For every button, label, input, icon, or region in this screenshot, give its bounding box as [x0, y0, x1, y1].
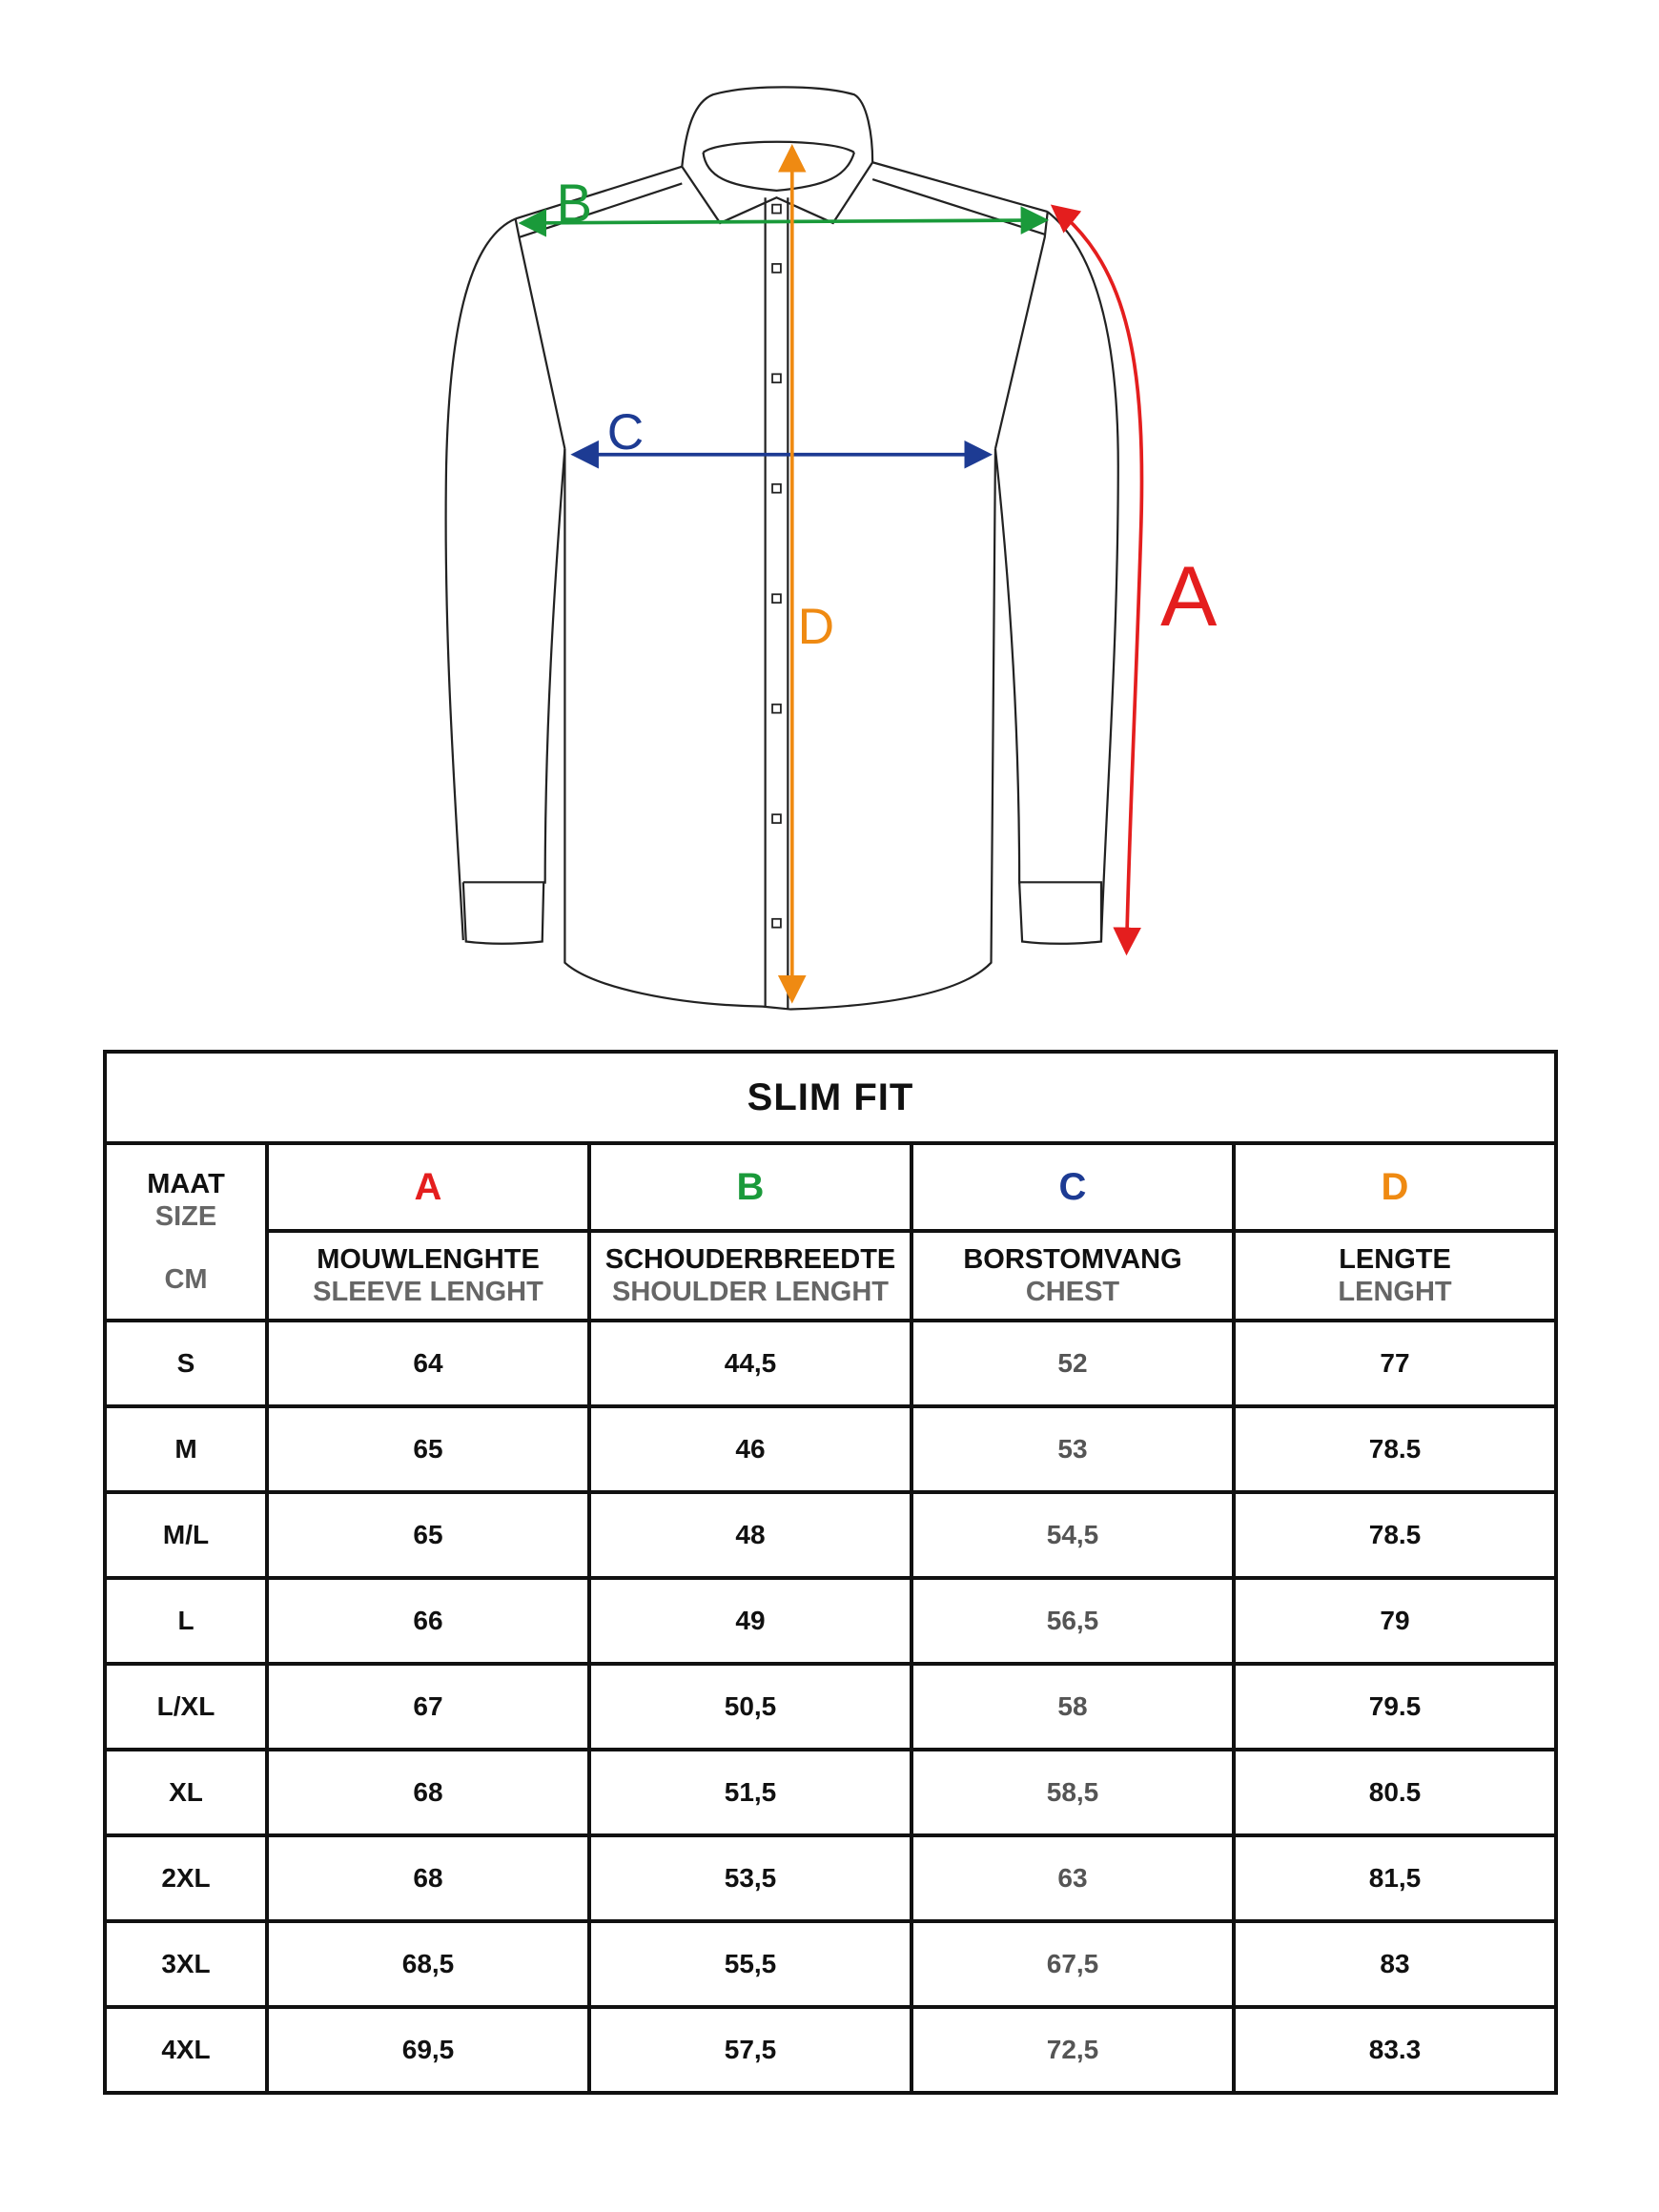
size-cell: 4XL — [105, 2007, 267, 2093]
value-cell-d: 80.5 — [1234, 1750, 1556, 1835]
value-cell-a: 64 — [267, 1321, 589, 1406]
buttons — [772, 205, 781, 928]
value-cell-b: 46 — [589, 1406, 911, 1492]
column-header-c — [911, 1231, 1234, 1321]
shoulder-arrow-b — [525, 220, 1042, 223]
value-cell-c: 58,5 — [911, 1750, 1234, 1835]
value-cell-a: 69,5 — [267, 2007, 589, 2093]
table-row — [105, 1578, 1556, 1664]
table-row — [105, 1664, 1556, 1750]
value-cell-c: 52 — [911, 1321, 1234, 1406]
header-nl: BORSTOMVANG — [963, 1244, 1182, 1275]
header-nl: SCHOUDERBREEDTE — [604, 1244, 896, 1275]
value-cell-c: 67,5 — [911, 1921, 1234, 2007]
size-header — [105, 1143, 267, 1321]
table-title: SLIM FIT — [105, 1052, 1556, 1143]
value-cell-a: 67 — [267, 1664, 589, 1750]
value-cell-a: 66 — [267, 1578, 589, 1664]
table-row — [105, 1492, 1556, 1578]
value-cell-b: 53,5 — [589, 1835, 911, 1921]
size-cell: 3XL — [105, 1921, 267, 2007]
header-en: SLEEVE LENGHT — [313, 1277, 543, 1307]
column-header-d — [1234, 1231, 1556, 1321]
value-cell-d: 79.5 — [1234, 1664, 1556, 1750]
size-cell: L — [105, 1578, 267, 1664]
value-cell-b: 50,5 — [589, 1664, 911, 1750]
column-letter-a: A — [267, 1143, 589, 1231]
shirt-outline — [446, 87, 1118, 1009]
size-chart-table — [103, 1050, 1558, 2095]
column-letter-d: D — [1234, 1143, 1556, 1231]
column-header-a — [267, 1231, 589, 1321]
value-cell-a: 65 — [267, 1492, 589, 1578]
size-cell: S — [105, 1321, 267, 1406]
table-row — [105, 1835, 1556, 1921]
size-header-en: SIZE — [154, 1201, 217, 1232]
value-cell-d: 78.5 — [1234, 1406, 1556, 1492]
label-d: D — [797, 599, 835, 656]
value-cell-b: 57,5 — [589, 2007, 911, 2093]
value-cell-c: 63 — [911, 1835, 1234, 1921]
value-cell-d: 83.3 — [1234, 2007, 1556, 2093]
header-en: LENGHT — [1338, 1277, 1452, 1307]
size-cell: 2XL — [105, 1835, 267, 1921]
table-row — [105, 1406, 1556, 1492]
value-cell-c: 56,5 — [911, 1578, 1234, 1664]
value-cell-b: 44,5 — [589, 1321, 911, 1406]
table-row — [105, 1750, 1556, 1835]
value-cell-d: 83 — [1234, 1921, 1556, 2007]
column-letter-b: B — [589, 1143, 911, 1231]
header-nl: MOUWLENGHTE — [317, 1244, 540, 1275]
table-row — [105, 2007, 1556, 2093]
value-cell-a: 68 — [267, 1835, 589, 1921]
value-cell-c: 58 — [911, 1664, 1234, 1750]
shirt-measurement-diagram — [0, 0, 1659, 1049]
column-letter-c: C — [911, 1143, 1234, 1231]
size-header-nl: MAAT — [147, 1169, 225, 1199]
size-cell: L/XL — [105, 1664, 267, 1750]
header-en: CHEST — [1025, 1277, 1120, 1307]
size-cell: XL — [105, 1750, 267, 1835]
value-cell-d: 79 — [1234, 1578, 1556, 1664]
value-cell-d: 81,5 — [1234, 1835, 1556, 1921]
column-header-b — [589, 1231, 911, 1321]
header-nl: LENGTE — [1339, 1244, 1451, 1275]
value-cell-d: 78.5 — [1234, 1492, 1556, 1578]
label-c: C — [606, 403, 645, 461]
table-row — [105, 1921, 1556, 2007]
value-cell-d: 77 — [1234, 1321, 1556, 1406]
label-a: A — [1160, 548, 1218, 644]
value-cell-c: 54,5 — [911, 1492, 1234, 1578]
label-b: B — [556, 173, 593, 234]
value-cell-b: 51,5 — [589, 1750, 911, 1835]
sleeve-arrow-a — [1056, 209, 1142, 949]
size-cell: M — [105, 1406, 267, 1492]
table-row — [105, 1321, 1556, 1406]
value-cell-b: 55,5 — [589, 1921, 911, 2007]
value-cell-a: 68 — [267, 1750, 589, 1835]
unit-label: CM — [164, 1264, 208, 1295]
value-cell-c: 53 — [911, 1406, 1234, 1492]
value-cell-a: 68,5 — [267, 1921, 589, 2007]
header-en: SHOULDER LENGHT — [612, 1277, 889, 1307]
value-cell-c: 72,5 — [911, 2007, 1234, 2093]
size-cell: M/L — [105, 1492, 267, 1578]
value-cell-b: 49 — [589, 1578, 911, 1664]
value-cell-b: 48 — [589, 1492, 911, 1578]
value-cell-a: 65 — [267, 1406, 589, 1492]
